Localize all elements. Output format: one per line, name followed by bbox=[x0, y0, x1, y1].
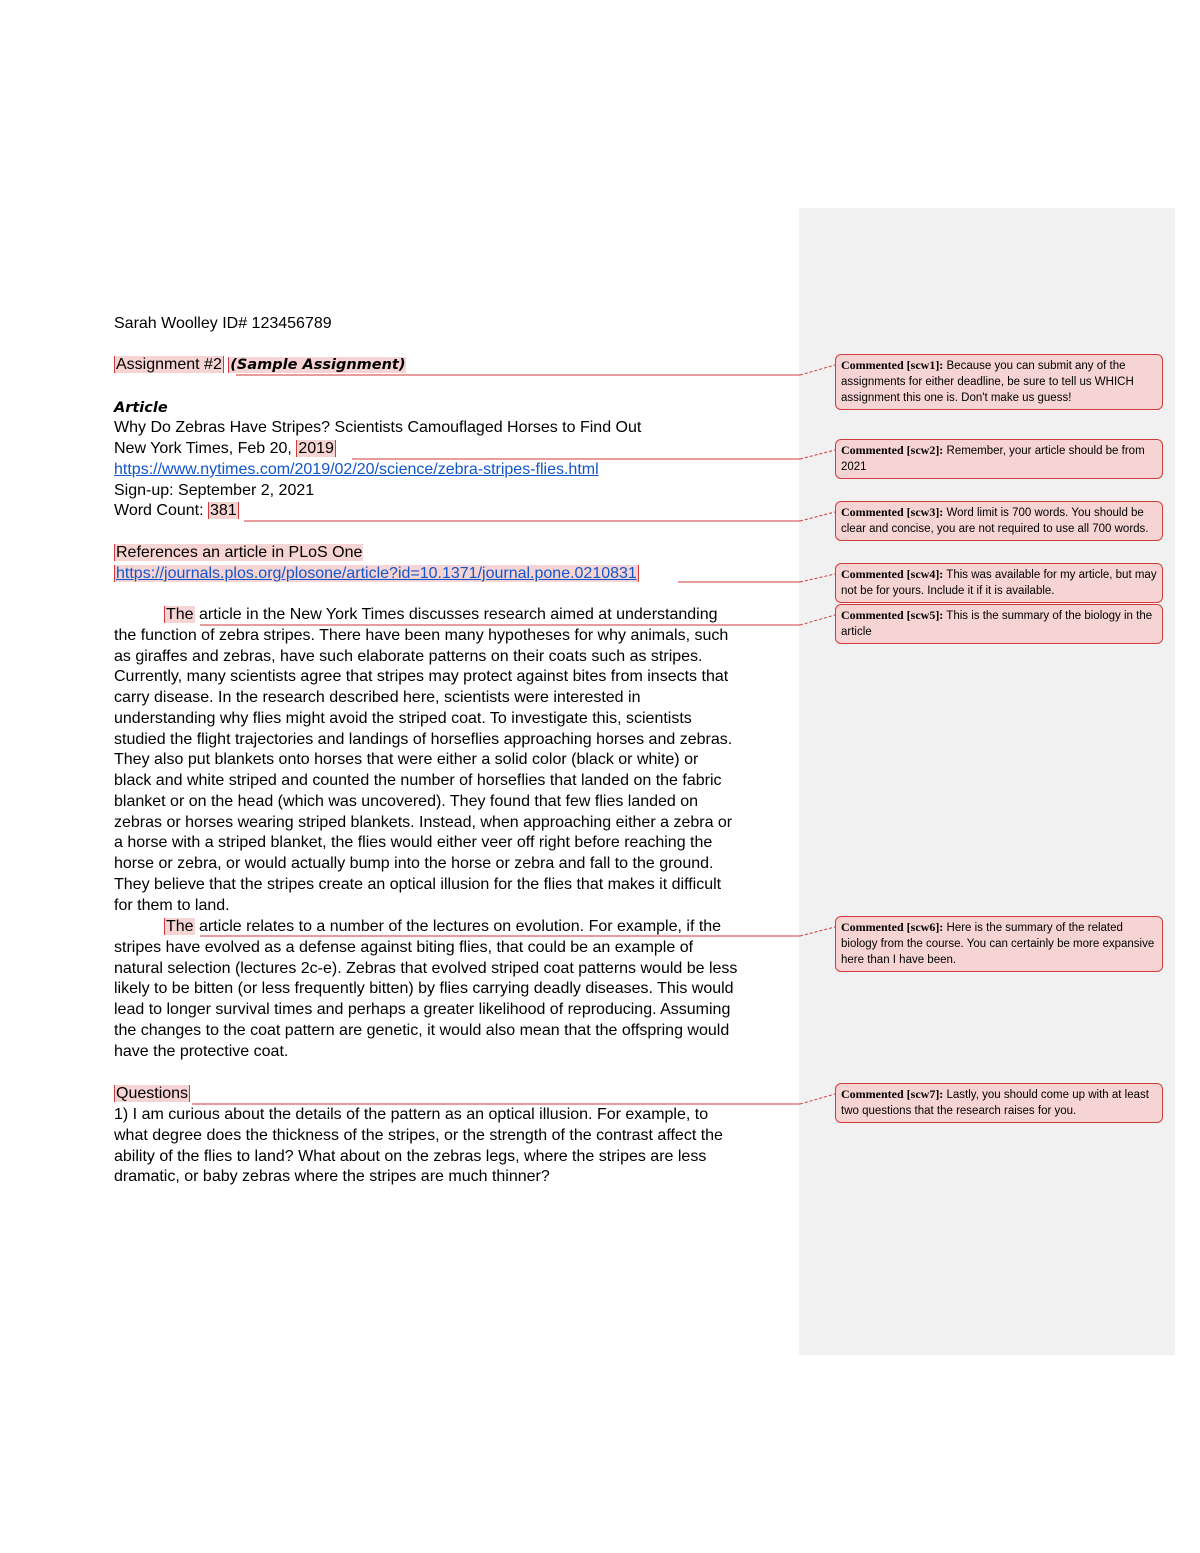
word-count-value: 381 bbox=[209, 502, 237, 519]
summary-line: as giraffes and zebras, have such elaborate patterns on their coats such as stripes. bbox=[114, 647, 703, 665]
summary-line: blanket or on the head (which was uncovered). They found that few flies landed on bbox=[114, 792, 699, 810]
article-title: Why Do Zebras Have Stripes? Scientists Camouflaged Horses to Find Out bbox=[114, 419, 642, 436]
summary-line: zebras or horses wearing striped blankets. Instead, when approaching either a zebra or bbox=[114, 813, 733, 831]
summary-line-text: article in the New York Times discusses research aimed at understanding bbox=[194, 606, 718, 623]
relation-line-text: article relates to a number of the lectures on evolution. For example, if the bbox=[194, 918, 722, 935]
summary-line: They believe that the stripes create an optical illusion for the flies that makes it difficult bbox=[114, 875, 722, 893]
summary-line: Currently, many scientists agree that stripes may protect against bites from insects that bbox=[114, 668, 729, 686]
article-url-link[interactable]: https://www.nytimes.com/2019/02/20/science/zebra-stripes-flies.html bbox=[114, 461, 599, 478]
comment-label: Commented [scw4]: bbox=[841, 567, 944, 581]
assignment-sample: (Sample Assignment) bbox=[230, 357, 406, 373]
article-signup: Sign-up: September 2, 2021 bbox=[114, 482, 315, 499]
questions-heading: Questions bbox=[116, 1085, 189, 1102]
summary-line: horse or zebra, or would actually bump into the horse or zebra and fall to the ground. bbox=[114, 855, 714, 872]
questions-paragraph bbox=[114, 1105, 804, 1188]
relation-line: stripes have evolved as a defense against biting flies, that could be an example of bbox=[114, 938, 694, 956]
summary-line: black and white striped and counted the number of horseflies that landed on the fabric bbox=[114, 772, 722, 789]
comment-text: Word limit is 700 words. You should be clear and concise, you are not required to use all 700 words. bbox=[841, 507, 1149, 535]
summary-line: understanding why flies might avoid the striped coat. To investigate this, scientists bbox=[114, 709, 692, 727]
article-word-count bbox=[114, 501, 239, 521]
summary-line-0 bbox=[114, 605, 804, 626]
article-source-year: 2019 bbox=[298, 440, 334, 457]
comment-scw6[interactable] bbox=[835, 916, 1163, 972]
question-line: dramatic, or baby zebras where the stripes are much thinner? bbox=[114, 1168, 550, 1186]
comment-label: Commented [scw2]: bbox=[841, 443, 944, 457]
reference-url-line bbox=[114, 564, 639, 584]
comment-text: Remember, your article should be from 2021 bbox=[841, 445, 1145, 473]
assignment-line bbox=[114, 355, 406, 375]
summary-line: the function of zebra stripes. There have been many hypotheses for why animals, such bbox=[114, 626, 729, 644]
comment-label: Commented [scw7]: bbox=[841, 1087, 944, 1101]
reference-url-link[interactable]: https://journals.plos.org/plosone/article?id=10.1371/journal.pone.0210831 bbox=[116, 565, 637, 582]
relation-line: likely to be bitten (or less frequently bitten) by flies carrying deadly diseases. This would bbox=[114, 980, 734, 998]
comment-text: This was available for my article, but may not be for yours. Include it if it is available. bbox=[841, 569, 1157, 597]
comment-text: Here is the summary of the related biology from the course. You can certainly be more expansive here than I have been. bbox=[841, 922, 1155, 966]
summary-line: carry disease. In the research described here, scientists were interested in bbox=[114, 689, 641, 706]
author-line: Sarah Woolley ID# 123456789 bbox=[114, 315, 332, 332]
question-line: what degree does the thickness of the stripes, or the strength of the contrast affect the bbox=[114, 1126, 723, 1144]
comment-label: Commented [scw6]: bbox=[841, 920, 944, 934]
assignment-prefix: Assignment #2 bbox=[116, 356, 222, 373]
comment-scw1[interactable] bbox=[835, 354, 1163, 410]
article-url-line bbox=[114, 460, 599, 480]
questions-heading-line bbox=[114, 1084, 190, 1104]
comment-text: This is the summary of the biology in the article bbox=[841, 610, 1153, 638]
comment-label: Commented [scw3]: bbox=[841, 505, 944, 519]
summary-line: studied the flight trajectories and landings of horseflies approaching horses and zebras. bbox=[114, 730, 733, 748]
comment-scw2[interactable] bbox=[835, 439, 1163, 479]
relation-line: have the protective coat. bbox=[114, 1042, 289, 1060]
question-line: 1) I am curious about the details of the pattern as an optical illusion. For example, to bbox=[114, 1106, 709, 1123]
comment-text: Because you can submit any of the assignments for either deadline, be sure to tell us WHICH assignment this one is. Don't make us guess! bbox=[841, 360, 1134, 404]
relation-line: lead to longer survival times and perhaps a greater likelihood of reproducing. Assuming bbox=[114, 1001, 731, 1018]
comment-scw3[interactable] bbox=[835, 501, 1163, 541]
comment-label: Commented [scw5]: bbox=[841, 608, 944, 622]
comment-label: Commented [scw1]: bbox=[841, 358, 944, 372]
summary-first-word: The bbox=[166, 606, 194, 623]
relation-line-0 bbox=[114, 917, 804, 938]
article-source bbox=[114, 439, 336, 459]
article-source-prefix: New York Times, Feb 20, bbox=[114, 440, 297, 457]
summary-line: for them to land. bbox=[114, 896, 230, 914]
reference-label-text: References an article in PLoS One bbox=[116, 544, 363, 561]
relation-line: natural selection (lectures 2c-e). Zebras that evolved striped coat patterns would be less bbox=[114, 959, 738, 977]
relation-first-word: The bbox=[166, 918, 194, 935]
comment-scw7[interactable] bbox=[835, 1083, 1163, 1123]
comment-scw5[interactable] bbox=[835, 604, 1163, 644]
word-count-prefix: Word Count: bbox=[114, 502, 208, 519]
question-line: ability of the flies to land? What about on the zebras legs, where the stripes are less bbox=[114, 1147, 707, 1165]
summary-paragraph bbox=[114, 605, 804, 916]
relation-paragraph bbox=[114, 917, 804, 1062]
comment-text: Lastly, you should come up with at least two questions that the research raises for you. bbox=[841, 1089, 1149, 1117]
summary-line: a horse with a striped blanket, the flies would either veer off right before reaching the bbox=[114, 834, 713, 852]
relation-line: the changes to the coat pattern are genetic, it would also mean that the offspring would bbox=[114, 1021, 730, 1039]
reference-label bbox=[114, 543, 363, 563]
article-heading: Article bbox=[114, 400, 168, 416]
summary-line: They also put blankets onto horses that were either a solid color (black or white) or bbox=[114, 751, 699, 769]
comment-scw4[interactable] bbox=[835, 563, 1163, 603]
